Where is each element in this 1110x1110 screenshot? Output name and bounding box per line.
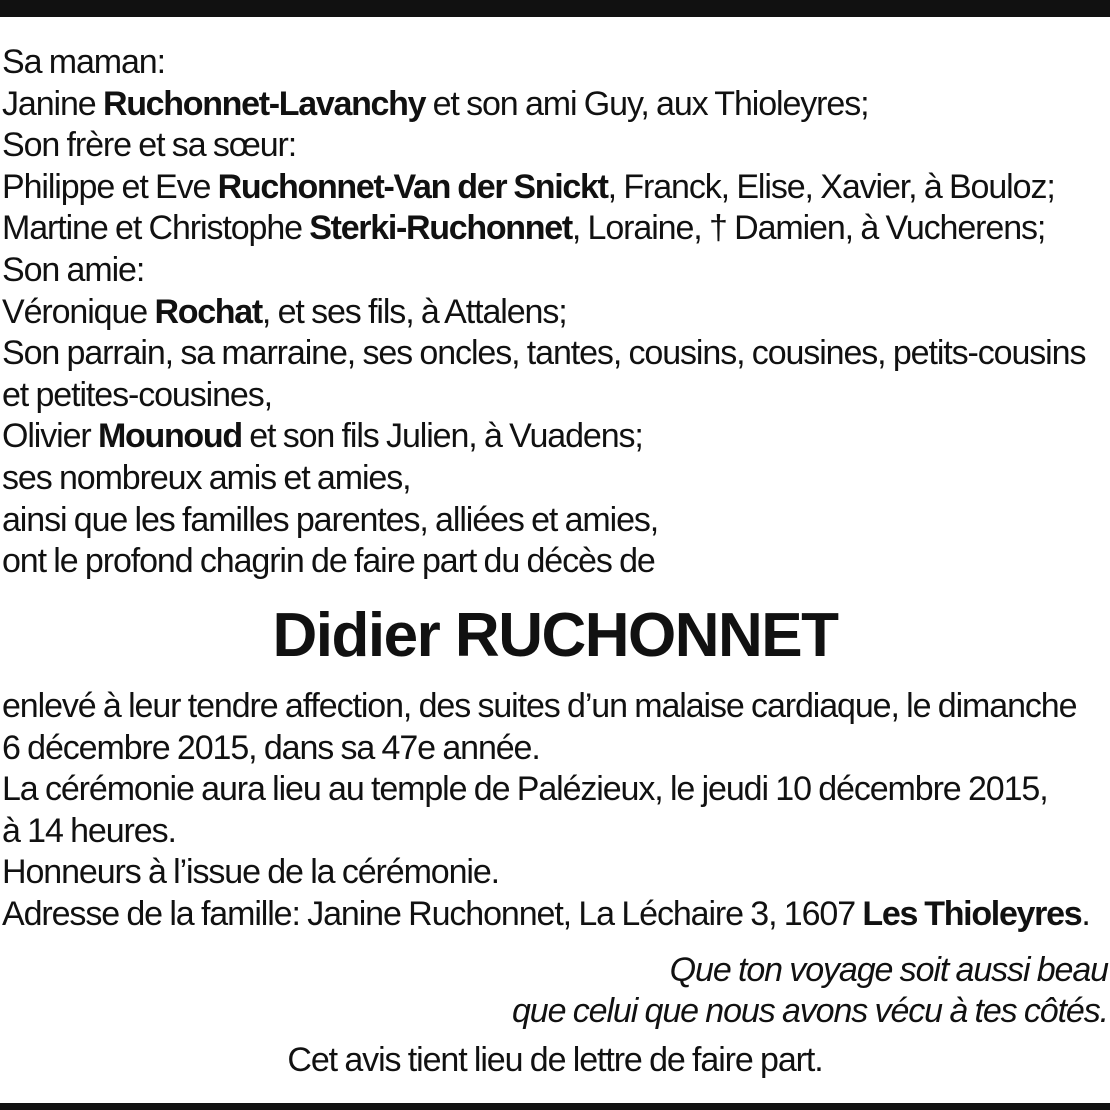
family-surname: Sterki-Ruchonnet bbox=[309, 209, 572, 248]
family-address-locality: Les Thioleyres bbox=[862, 894, 1082, 933]
line-text: , et ses fils, à Attalens; bbox=[261, 292, 567, 331]
line-text: et son ami Guy, aux Thioleyres; bbox=[425, 84, 869, 123]
details-line: La cérémonie aura lieu au temple de Palézieux, le jeudi 10 décembre 2015, bbox=[2, 770, 1048, 808]
announcement-line: ont le profond chagrin de faire part du décès de bbox=[2, 542, 655, 581]
line-text: Olivier bbox=[2, 417, 98, 456]
announcement-line: Sa maman: bbox=[2, 43, 165, 81]
line-text: Adresse de la famille: Janine Ruchonnet, La Léchaire 3, 1607 bbox=[2, 894, 863, 933]
details-line: enlevé à leur tendre affection, des suites d’un malaise cardiaque, le dimanche bbox=[2, 687, 1077, 725]
announcement-line bbox=[2, 84, 1110, 126]
quote-line: Que ton voyage soit aussi beau bbox=[669, 951, 1108, 989]
announcement-line bbox=[2, 292, 1110, 334]
family-surname: Rochat bbox=[154, 292, 262, 331]
top-rule bbox=[0, 0, 1110, 17]
announcement-line: Son parrain, sa marraine, ses oncles, tantes, cousins, cousines, petits-cousins bbox=[2, 334, 1086, 373]
deceased-name: Didier RUCHONNET bbox=[272, 601, 838, 670]
family-surname: Mounoud bbox=[98, 417, 242, 456]
bottom-rule bbox=[0, 1103, 1110, 1110]
notice-footer bbox=[0, 1040, 1110, 1081]
line-text: . bbox=[1081, 894, 1090, 933]
announcement-line bbox=[2, 416, 1110, 458]
line-text: Philippe et Eve bbox=[2, 167, 218, 206]
footer-text: Cet avis tient lieu de lettre de faire part. bbox=[287, 1041, 823, 1079]
line-text: Véronique bbox=[2, 292, 155, 331]
family-announcement bbox=[2, 42, 1110, 583]
line-text: , Franck, Elise, Xavier, à Bouloz; bbox=[607, 167, 1055, 206]
funeral-details bbox=[2, 686, 1110, 935]
line-text: et son fils Julien, à Vuadens; bbox=[241, 417, 643, 456]
line-text: Janine bbox=[2, 84, 103, 123]
details-line: à 14 heures. bbox=[2, 811, 176, 850]
announcement-line bbox=[2, 167, 1110, 209]
details-line bbox=[2, 894, 1110, 936]
line-text: , Loraine, † Damien, à Vucherens; bbox=[571, 209, 1046, 248]
memorial-quote bbox=[208, 950, 1108, 1032]
details-line: Honneurs à l’issue de la cérémonie. bbox=[2, 853, 500, 891]
announcement-line: ses nombreux amis et amies, bbox=[2, 458, 411, 497]
line-text: Martine et Christophe bbox=[2, 209, 310, 248]
family-surname: Ruchonnet-Van der Snickt bbox=[217, 167, 608, 206]
announcement-line: et petites-cousines, bbox=[2, 375, 272, 414]
announcement-line: ainsi que les familles parentes, alliées et amies, bbox=[2, 500, 659, 539]
quote-line: que celui que nous avons vécu à tes côtés. bbox=[511, 992, 1108, 1030]
announcement-line bbox=[2, 208, 1110, 250]
details-line: 6 décembre 2015, dans sa 47e année. bbox=[2, 728, 540, 767]
announcement-line: Son amie: bbox=[2, 250, 145, 289]
announcement-line: Son frère et sa sœur: bbox=[2, 126, 297, 165]
family-surname: Ruchonnet-Lavanchy bbox=[102, 84, 426, 123]
